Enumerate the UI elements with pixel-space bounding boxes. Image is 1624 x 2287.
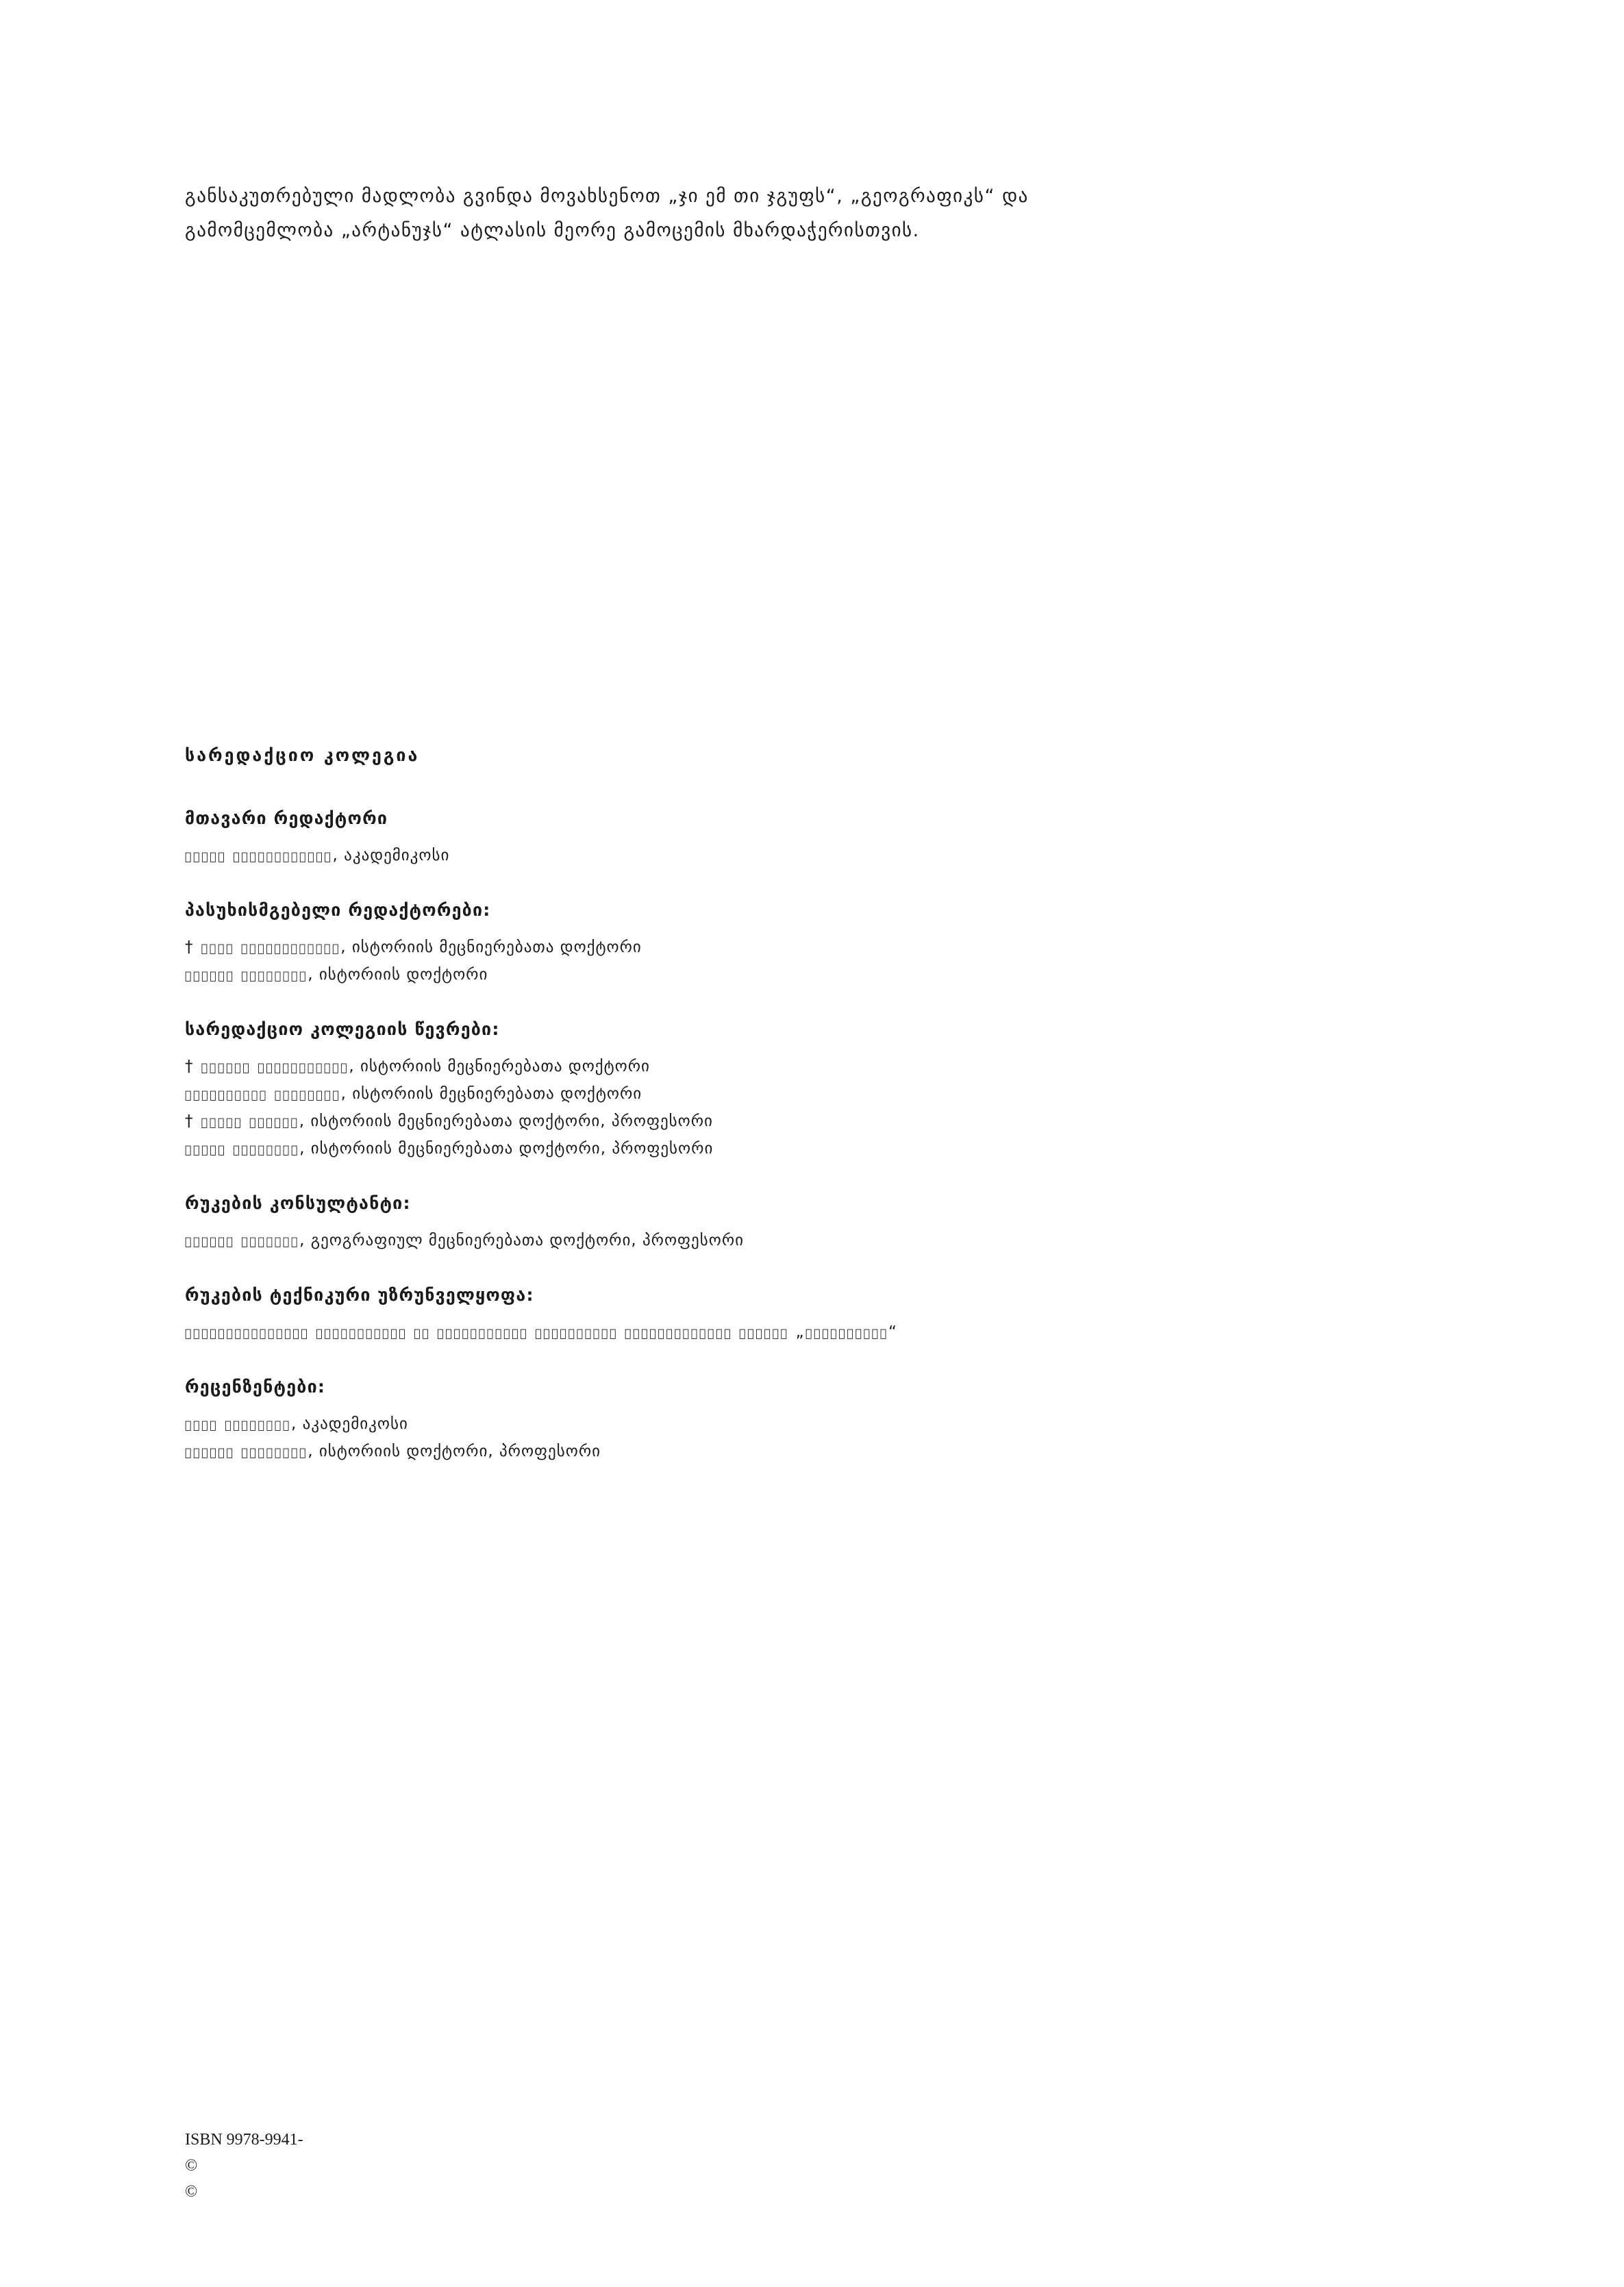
section-heading: რეცენზენტები:	[185, 1377, 326, 1397]
section-responsible-editors	[185, 898, 1418, 988]
copyright-line: ©	[185, 2183, 198, 2201]
acknowledgement	[185, 179, 1349, 248]
board-entry	[185, 961, 1418, 988]
person-name: † დევი ბერძენიშვილი	[185, 938, 341, 956]
person-name: ნანა ხაზარაძე	[185, 1415, 292, 1433]
acknowledgement-line-1: განსაკუთრებული მადლობა გვინდა მოვახსენოთ „ჯი ემ თი ჯგუფს“, „გეოგრაფიკს“ და	[185, 186, 1029, 207]
person-name: ჯანსუღ კეკელია	[185, 1232, 300, 1249]
imprint	[185, 2127, 303, 2205]
board-entry	[185, 1319, 1418, 1346]
board-entry	[185, 934, 1418, 961]
board-entry	[185, 1108, 1418, 1135]
person-title: , ისტორიის დოქტორი, პროფესორი	[308, 1442, 601, 1460]
person-name: გიორგი ჭეიშვილი	[185, 966, 308, 984]
board-entry	[185, 1410, 1418, 1438]
editorial-board	[185, 745, 1418, 1494]
person-title: , ისტორიის მეცნიერებათა დოქტორი	[349, 1058, 650, 1075]
section-map-consultant	[185, 1191, 1418, 1254]
board-entry	[185, 1080, 1418, 1108]
person-title: , ისტორიის მეცნიერებათა დოქტორი, პროფესორი	[299, 1140, 714, 1158]
person-title: , ისტორიის მეცნიერებათა დოქტორი	[340, 938, 642, 956]
section-technical-support	[185, 1283, 1418, 1346]
copyright-line: ©	[185, 2157, 198, 2175]
board-entry	[185, 842, 1418, 869]
person-title: , ისტორიის მეცნიერებათა დოქტორი, პროფესორი	[299, 1112, 713, 1130]
section-chief-editor	[185, 806, 1418, 869]
board-entry	[185, 1438, 1418, 1465]
person-title: , ისტორიის მეცნიერებათა დოქტორი	[340, 1085, 642, 1103]
person-name: დავით მუსხელიშვილი	[185, 847, 333, 864]
organization-name: გეოსაინფორმაციო სისტემებისა და დისტანციური ზონდირების საკონსულტაციო ცენტრი „გეოგრაფიკი“	[185, 1323, 899, 1341]
section-board-members	[185, 1017, 1418, 1162]
section-heading: რუკების კონსულტანტი:	[185, 1193, 411, 1213]
isbn-line: ISBN 9978-9941-	[185, 2131, 303, 2149]
person-name: † თამაზ ბერაძე	[185, 1112, 299, 1130]
person-name: გურამ გრიგოლია	[185, 1140, 300, 1158]
person-title: , აკადემიკოსი	[332, 847, 450, 864]
board-entry	[185, 1227, 1418, 1254]
section-heading: პასუხისმგებელი რედაქტორები:	[185, 900, 491, 920]
section-heading: სარედაქციო კოლეგიის წევრები:	[185, 1019, 500, 1039]
person-name: ალექსანდრე დაუშვილი	[185, 1085, 341, 1103]
section-reviewers	[185, 1375, 1418, 1465]
section-heading: რუკების ტექნიკური უზრუნველყოფა:	[185, 1285, 534, 1305]
person-title: , ისტორიის დოქტორი	[308, 966, 488, 984]
editorial-board-title: სარედაქციო კოლეგია	[185, 745, 420, 765]
board-entry	[185, 1135, 1418, 1162]
person-name: ვალერი ვაშაკიძე	[185, 1442, 308, 1460]
person-title: , აკადემიკოსი	[291, 1415, 408, 1433]
acknowledgement-line-2: გამომცემლობა „არტანუჯს“ ატლასის მეორე გამოცემის მხარდაჭერისთვის.	[185, 220, 920, 241]
board-entry	[185, 1053, 1418, 1080]
section-heading: მთავარი რედაქტორი	[185, 808, 388, 828]
person-title: , გეოგრაფიულ მეცნიერებათა დოქტორი, პროფესორი	[299, 1232, 745, 1249]
person-name: † მამისა ბერძნიშვილი	[185, 1058, 349, 1075]
